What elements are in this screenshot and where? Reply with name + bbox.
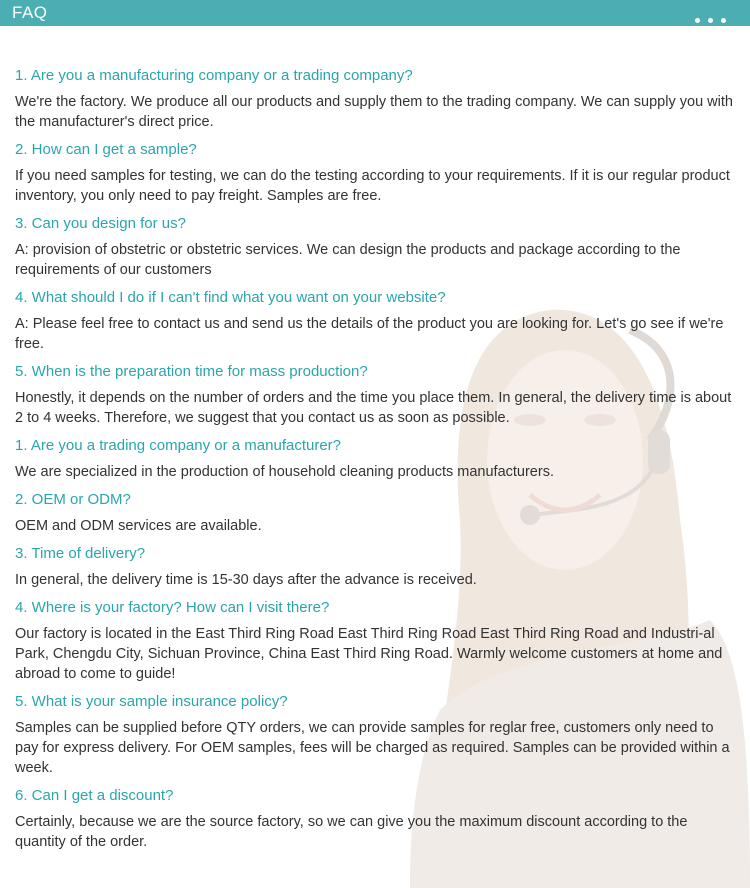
faq-answer: We're the factory. We produce all our products and supply them to the trading company. We can supply you with the manufacturer's direct price.: [15, 94, 733, 130]
faq-question: 3. Time of delivery?: [15, 545, 146, 562]
faq-question: 6. Can I get a discount?: [15, 787, 174, 804]
faq-item: [15, 692, 735, 778]
faq-item: [15, 544, 735, 590]
faq-answer: If you need samples for testing, we can do the testing according to your requirements. If it is our regular product inventory, you only need to pay freight. Samples are free.: [15, 168, 730, 204]
faq-question: 2. OEM or ODM?: [15, 491, 131, 508]
dot: [708, 18, 713, 23]
faq-item: [15, 288, 735, 354]
faq-answer: Honestly, it depends on the number of orders and the time you place them. In general, the delivery time is about 2 to 4 weeks. Therefore, we suggest that you contact us as soon as possible.: [15, 390, 732, 426]
faq-answer: A: provision of obstetric or obstetric services. We can design the products and package according to the requirements of our customers: [15, 242, 681, 278]
faq-question: 2. How can I get a sample?: [15, 141, 197, 158]
faq-item: [15, 786, 735, 852]
header-title: FAQ: [12, 3, 48, 22]
faq-question: 3. Can you design for us?: [15, 215, 186, 232]
faq-question: 5. When is the preparation time for mass production?: [15, 363, 368, 380]
faq-answer: Our factory is located in the East Third Ring Road East Third Ring Road East Third Ring Road and Industri-al Park, Chengdu City, Sichuan Province, China East Third Ring Road. Warmly welcome customers at home and abroad to come to guide!: [15, 626, 723, 682]
faq-answer: A: Please feel free to contact us and send us the details of the product you are looking for. Let's go see if we're free.: [15, 316, 724, 352]
more-dots-icon[interactable]: [687, 10, 726, 28]
faq-answer: Samples can be supplied before QTY orders, we can provide samples for reglar free, customers only need to pay for express delivery. For OEM samples, fees will be charged as required. Samples can be provided within a week.: [15, 720, 730, 776]
faq-item: [15, 66, 735, 132]
faq-question: 1. Are you a trading company or a manufacturer?: [15, 437, 342, 454]
faq-item: [15, 362, 735, 428]
faq-question: 4. Where is your factory? How can I visit there?: [15, 599, 330, 616]
faq-answer: In general, the delivery time is 15-30 days after the advance is received.: [15, 572, 477, 588]
faq-question: 4. What should I do if I can't find what you want on your website?: [15, 289, 446, 306]
faq-header: [0, 0, 750, 26]
faq-item: [15, 490, 735, 536]
faq-item: [15, 436, 735, 482]
faq-list: [15, 66, 735, 860]
faq-answer: We are specialized in the production of household cleaning products manufacturers.: [15, 464, 554, 480]
dot: [695, 18, 700, 23]
faq-answer: OEM and ODM services are available.: [15, 518, 262, 534]
faq-item: [15, 598, 735, 684]
dot: [721, 18, 726, 23]
faq-item: [15, 140, 735, 206]
faq-item: [15, 214, 735, 280]
faq-answer: Certainly, because we are the source factory, so we can give you the maximum discount according to the quantity of the order.: [15, 814, 688, 850]
faq-question: 1. Are you a manufacturing company or a trading company?: [15, 67, 413, 84]
faq-question: 5. What is your sample insurance policy?: [15, 693, 288, 710]
